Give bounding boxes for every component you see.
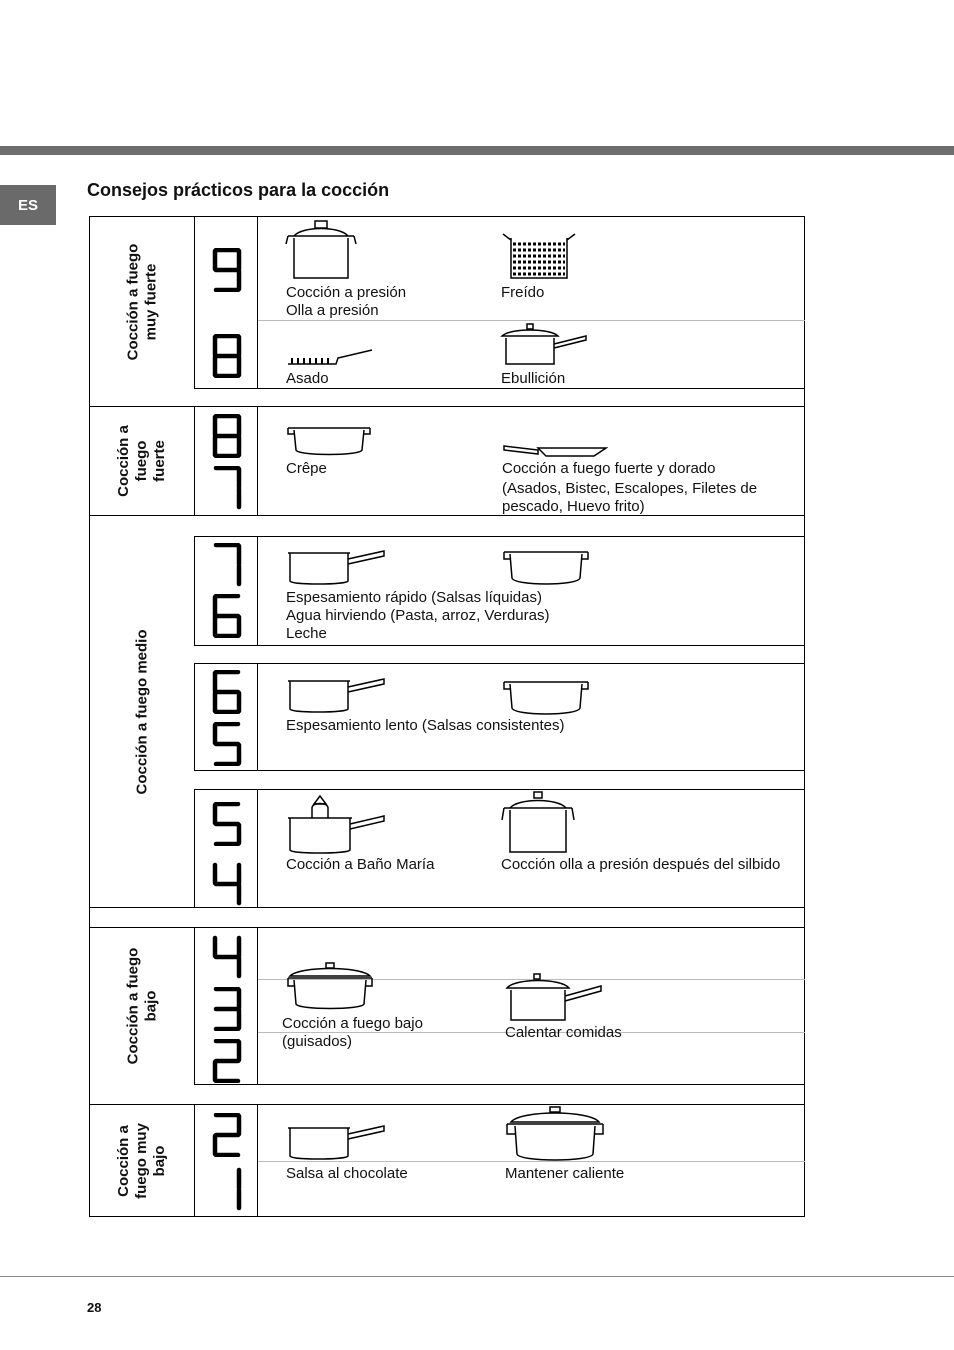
casserole-lid-icon — [286, 962, 374, 1012]
item-label: Espesamiento rápido (Salsas líquidas) Agua hirviendo (Pasta, arroz, Verduras) Leche — [286, 589, 550, 642]
casserole-icon — [502, 676, 590, 718]
grill-icon — [286, 348, 374, 368]
item-label: Cocción a fuego fuerte y dorado — [502, 460, 716, 477]
language-badge: ES — [0, 185, 56, 225]
power-level-digit — [212, 1113, 242, 1157]
item-label: Cocción a Baño María — [286, 856, 435, 873]
casserole-icon — [502, 546, 590, 588]
power-level-digit — [212, 248, 242, 292]
power-level-digit — [212, 1039, 242, 1083]
power-level-digit — [212, 670, 242, 714]
category-very-low: Cocción a fuego muy bajo — [115, 1122, 168, 1199]
power-level-digit — [212, 987, 242, 1031]
item-label: Cocción olla a presión después del silbido — [501, 856, 781, 873]
item-label: Crêpe — [286, 460, 327, 477]
power-level-digit — [212, 594, 242, 638]
bain-marie-icon — [286, 794, 386, 856]
power-level-digit — [212, 466, 242, 510]
saucepan-lid-icon — [500, 322, 590, 368]
footer-rule — [0, 1276, 954, 1277]
power-level-digit — [212, 1167, 242, 1211]
item-label: Salsa al chocolate — [286, 1165, 408, 1182]
item-label: Cocción a fuego bajo (guisados) — [282, 1015, 423, 1050]
power-level-digit — [212, 334, 242, 378]
category-high: Cocción a fuego fuerte — [115, 425, 168, 497]
top-bar — [0, 146, 954, 155]
saucepan-icon — [286, 545, 386, 587]
page-number: 28 — [87, 1300, 102, 1315]
power-level-digit — [212, 862, 242, 906]
power-level-digit — [212, 543, 242, 587]
crepe-pan-icon — [286, 424, 372, 458]
item-label: Ebullición — [501, 370, 566, 387]
item-label: (Asados, Bistec, Escalopes, Filetes de pescado, Huevo frito) — [502, 480, 758, 515]
saucepan-icon — [286, 673, 386, 715]
item-label: Calentar comidas — [505, 1024, 622, 1041]
casserole-lid-icon — [505, 1106, 605, 1164]
pressure-cooker-icon — [284, 218, 358, 282]
power-level-digit — [212, 414, 242, 458]
category-medium: Cocción a fuego medio — [133, 628, 151, 795]
power-level-digit — [212, 722, 242, 766]
item-label: Asado — [286, 370, 329, 387]
category-low: Cocción a fuego bajo — [124, 947, 159, 1064]
page-title: Consejos prácticos para la cocción — [87, 180, 390, 200]
saucepan-lid-icon — [505, 972, 605, 1024]
power-level-digit — [212, 802, 242, 846]
frying-basket-icon — [501, 230, 577, 282]
saucepan-icon — [286, 1120, 386, 1162]
power-level-digit — [212, 935, 242, 979]
pressure-cooker-icon — [500, 790, 576, 856]
item-label: Mantener caliente — [505, 1165, 625, 1182]
item-label: Freído — [501, 284, 545, 301]
category-very-high: Cocción a fuego muy fuerte — [124, 243, 159, 361]
item-label: Espesamiento lento (Salsas consistentes) — [286, 717, 565, 734]
item-label: Cocción a presión Olla a presión — [286, 284, 407, 319]
frying-pan-icon — [502, 442, 608, 458]
